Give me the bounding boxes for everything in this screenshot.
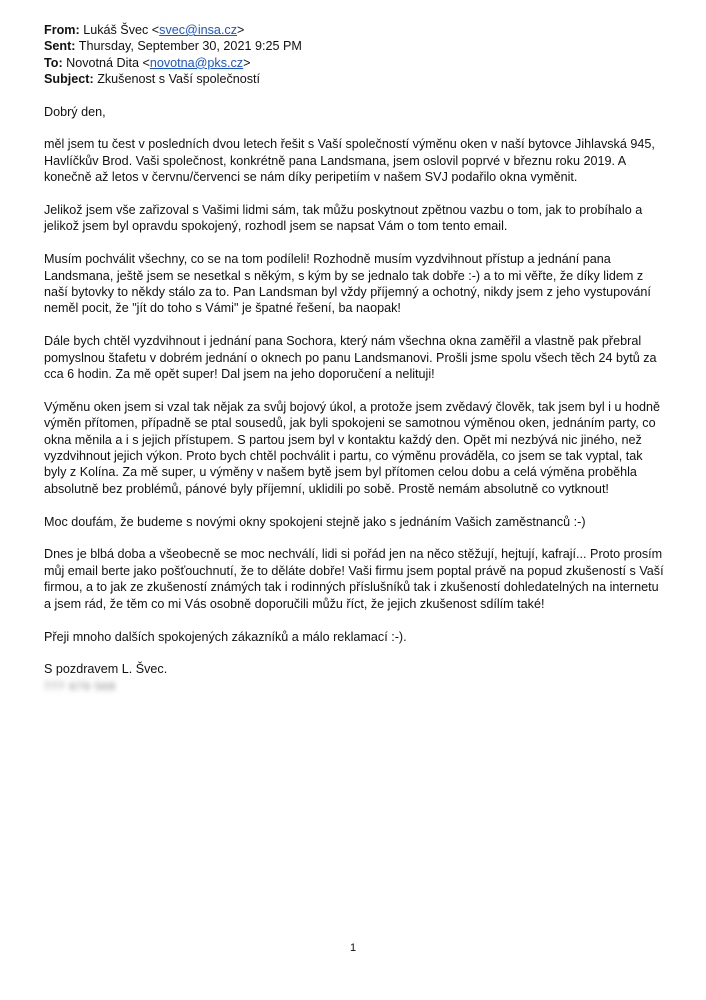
email-document: [44, 22, 666, 695]
to-name: Novotná Dita <: [66, 55, 150, 70]
body-paragraph: Dnes je blbá doba a všeobecně se moc nechválí, lidi si pořád jen na něco stěžují, hejtují, kafrají... Proto prosím můj email berte jako pošťouchnutí, že to děláte dobře! Vaši firmu jsem poptal právě na popud zkušeností s Vaší firmou, a to jak ze zkušeností známých tak i rodinných příslušníků tak i zkušeností dohledatelných na internetu a jsem rád, že těm co mi Vás osobně doporučili můžu říct, že jejich zkušenost sdílím také!: [44, 547, 664, 611]
signoff: S pozdravem L. Švec.: [44, 662, 168, 677]
sent-label: Sent:: [44, 39, 76, 54]
to-email-link[interactable]: novotna@pks.cz: [149, 55, 244, 70]
body-paragraph: Přeji mnoho dalších spokojených zákazníků a málo reklamací :-).: [44, 629, 407, 644]
body-paragraph: Výměnu oken jsem si vzal tak nějak za svůj bojový úkol, a protože jsem zvědavý člověk, tak jsem byl i u hodně výměn přítomen, případně se ptal sousedů, jak byli spokojeni se samotnou výměnou oken, jednáním party, co okna měnila a i s jejich přístupem. S partou jsem byl v kontaktu každý den. Opět mi nezbývá nic jiného, než vyzdvihnout jejich výkon. Proto bych chtěl pochválit i partu, co výměnu prováděla, co jsem se tak vyptal, tak byly z Kolína. Za mě super, u výměny v našem bytě jsem byl přítomen celou dobu a celá výměna proběhla absolutně bez problémů, pánové byly příjemní, uklidili po sobě. Prostě nemám absolutně co vytknout!: [44, 399, 660, 496]
subject-value: Zkušenost s Vaší společností: [97, 72, 261, 87]
from-line: [44, 22, 666, 38]
sent-value: Thursday, September 30, 2021 9:25 PM: [78, 39, 302, 54]
from-name: Lukáš Švec <: [83, 23, 160, 37]
sent-line: [44, 38, 666, 54]
phone-number-blurred: 777 679 568: [44, 680, 117, 693]
to-line: [44, 55, 666, 71]
body-paragraph: Dále bych chtěl vyzdvihnout i jednání pana Sochora, který nám všechna okna zaměřil a vlastně pak přebral pomyslnou štafetu v dobrém jednání o oknech po panu Landsmanovi. Prošli jsme spolu všech těch 24 bytů za cca 6 hodin. Za mě opět super! Dal jsem na jeho doporučení a nelituji!: [44, 334, 657, 382]
subject-label: Subject:: [44, 72, 94, 87]
subject-line: [44, 71, 666, 87]
to-label: To:: [44, 55, 63, 70]
body-paragraph: měl jsem tu čest v posledních dvou letech řešit s Vaší společností výměnu oken v naší bytovce Jihlavská 945, Havlíčkův Brod. Vaši společnost, konkrétně pana Landsmana, jsem oslovil poprvé v březnu roku 2019. A konečně až letos v červnu/červenci se nám díky peripetiím v našem SVJ podařilo okna vyměnit.: [44, 137, 655, 185]
greeting: Dobrý den,: [44, 104, 106, 119]
from-close: >: [237, 23, 245, 37]
to-close: >: [243, 55, 251, 70]
from-label: From:: [44, 23, 80, 37]
from-email-link[interactable]: svec@insa.cz: [159, 23, 238, 37]
body-paragraph: Musím pochválit všechny, co se na tom podíleli! Rozhodně musím vyzdvihnout přístup a jednání pana Landsmana, ještě jsem se nesetkal s někým, s kým by se jednalo tak dobře :-) a to mi věřte, že díky lidem z naší bytovky to někdy stálo za to. Pan Landsman byl vždy příjemný a ochotný, nikdy jsem z jeho vystupování neměl pocit, že "jít do toho s Vámi" je špatné řešení, ba naopak!: [44, 252, 651, 316]
page-number: 1: [349, 942, 357, 954]
body-paragraph: Moc doufám, že budeme s novými okny spokojeni stejně jako s jednáním Vašich zaměstnanců :-): [44, 514, 586, 529]
redacted-phone: [44, 678, 666, 695]
body-paragraph: Jelikož jsem vše zařizoval s Vašimi lidmi sám, tak můžu poskytnout zpětnou vazbu o tom, jak to probíhalo a jelikož jsem byl opravdu spokojený, rozhodl jsem se napsat Vám o tom tento email.: [44, 203, 643, 234]
